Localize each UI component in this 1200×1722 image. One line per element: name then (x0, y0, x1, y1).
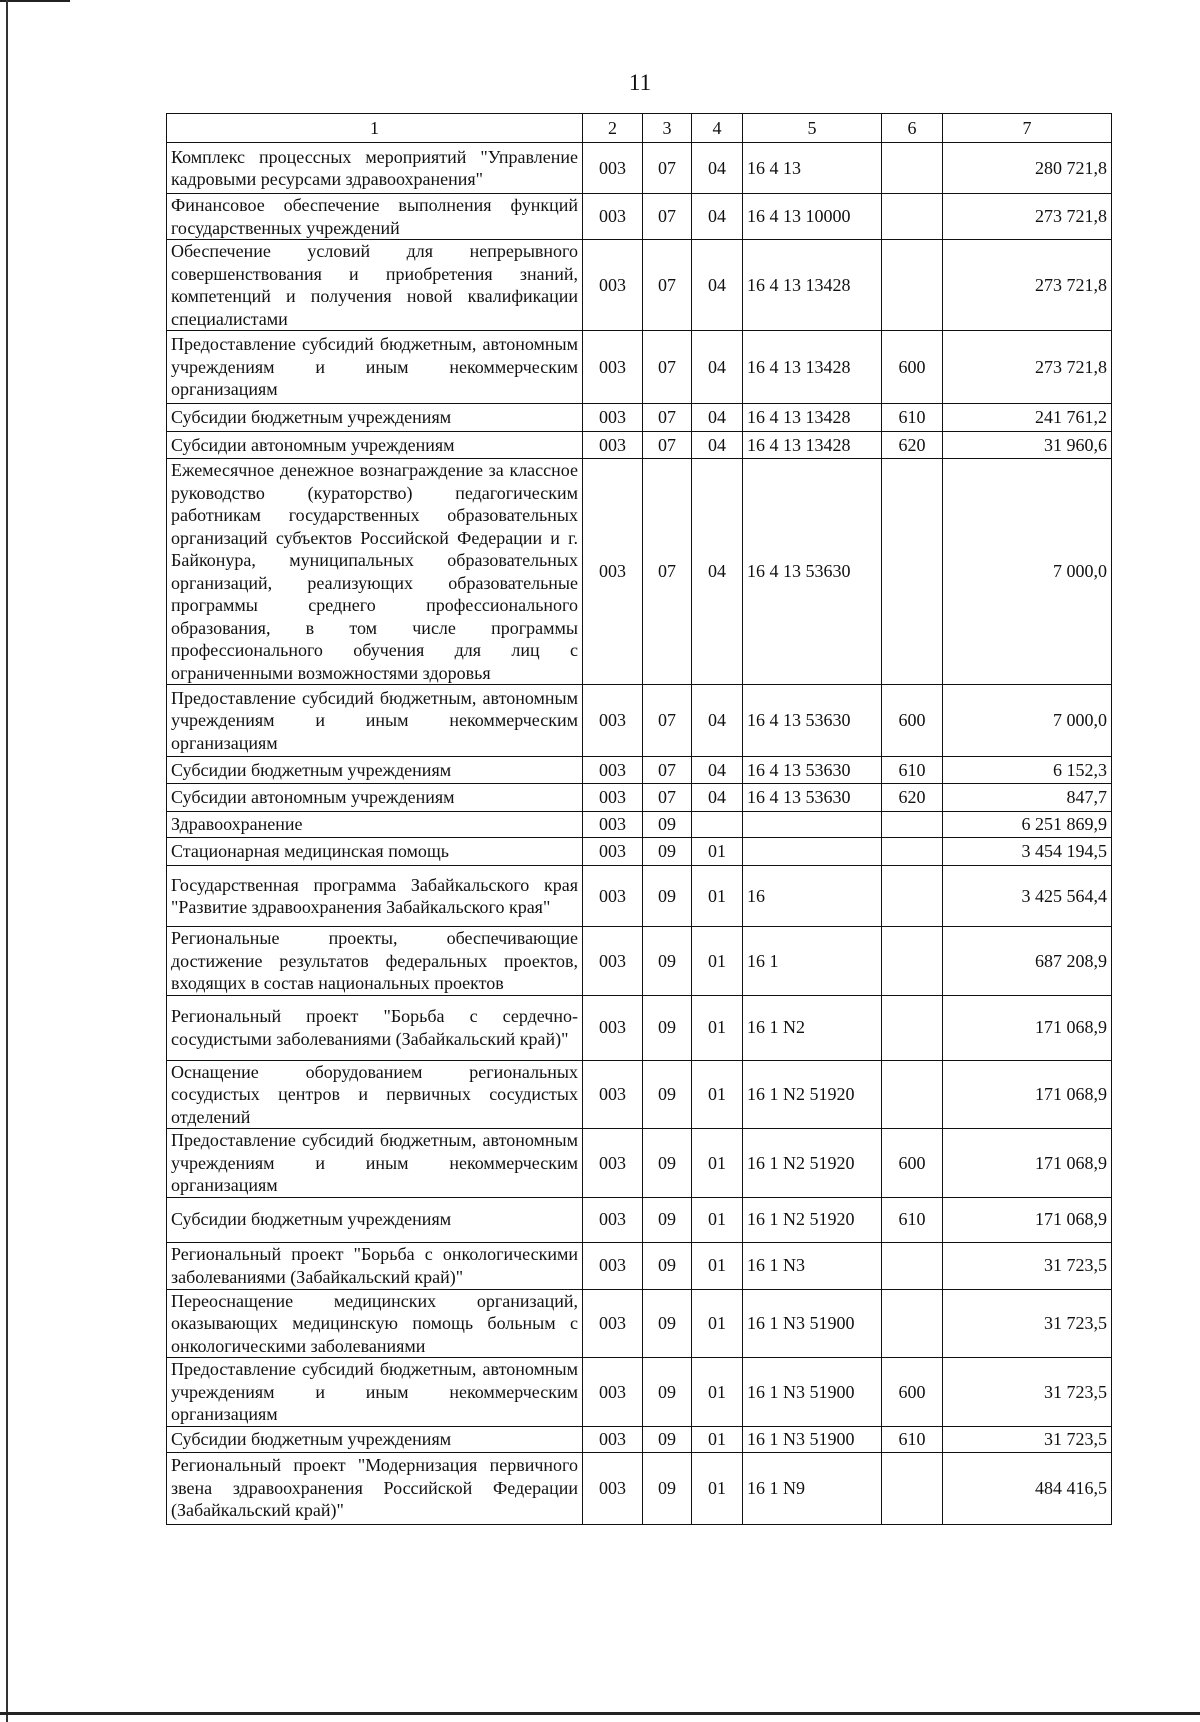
row-subsection-code: 04 (692, 685, 743, 757)
row-expense-type-code: 620 (882, 432, 943, 459)
row-ministry-code: 003 (583, 331, 643, 404)
row-target-item-code: 16 4 13 13428 (743, 331, 882, 404)
row-target-item-code: 16 1 N3 51900 (743, 1358, 882, 1427)
row-target-item-code: 16 1 N2 (743, 995, 882, 1060)
row-amount: 241 761,2 (943, 404, 1112, 432)
table-row (167, 240, 1112, 331)
row-subsection-code: 01 (692, 838, 743, 866)
row-section-code: 07 (643, 194, 692, 240)
row-name: Субсидии бюджетным учреждениям (167, 1426, 583, 1452)
table-row (167, 757, 1112, 784)
row-amount: 3 454 194,5 (943, 838, 1112, 866)
row-ministry-code: 003 (583, 459, 643, 685)
row-target-item-code: 16 4 13 53630 (743, 459, 882, 685)
col-header-subsection: 4 (692, 114, 743, 143)
col-header-target-item: 5 (743, 114, 882, 143)
row-section-code: 09 (643, 1197, 692, 1242)
row-amount: 3 425 564,4 (943, 866, 1112, 927)
col-header-expense-type: 6 (882, 114, 943, 143)
row-expense-type-code: 600 (882, 331, 943, 404)
row-subsection-code: 04 (692, 143, 743, 194)
row-amount: 31 723,5 (943, 1426, 1112, 1452)
row-section-code: 07 (643, 757, 692, 784)
row-expense-type-code: 620 (882, 784, 943, 812)
row-expense-type-code (882, 240, 943, 331)
table-row (167, 1289, 1112, 1358)
row-ministry-code: 003 (583, 1426, 643, 1452)
row-amount: 847,7 (943, 784, 1112, 812)
row-name: Субсидии автономным учреждениям (167, 432, 583, 459)
row-section-code: 09 (643, 1129, 692, 1198)
row-section-code: 09 (643, 1060, 692, 1129)
row-name: Предоставление субсидий бюджетным, автономным учреждениям и иным некоммерческим организациям (167, 1129, 583, 1198)
row-subsection-code: 04 (692, 194, 743, 240)
row-subsection-code: 04 (692, 432, 743, 459)
row-amount: 171 068,9 (943, 1060, 1112, 1129)
row-name: Ежемесячное денежное вознаграждение за классное руководство (кураторство) педагогическим работникам государственных образовательных организаций субъектов Российской Федерации и г. Байконура, муниципальных образовательных организаций, реализующих образовательные программы среднего профессионального образования, в том числе программы профессионального обучения для лиц с ограниченными возможностями здоровья (167, 459, 583, 685)
row-target-item-code: 16 1 N9 (743, 1452, 882, 1524)
row-section-code: 07 (643, 331, 692, 404)
row-subsection-code: 04 (692, 331, 743, 404)
row-ministry-code: 003 (583, 1289, 643, 1358)
row-subsection-code: 01 (692, 1289, 743, 1358)
row-name: Субсидии бюджетным учреждениям (167, 1197, 583, 1242)
row-subsection-code: 04 (692, 459, 743, 685)
row-section-code: 09 (643, 1242, 692, 1289)
row-expense-type-code (882, 1242, 943, 1289)
row-ministry-code: 003 (583, 1242, 643, 1289)
row-ministry-code: 003 (583, 866, 643, 927)
row-expense-type-code: 600 (882, 1129, 943, 1198)
row-subsection-code: 04 (692, 784, 743, 812)
row-expense-type-code (882, 1289, 943, 1358)
row-target-item-code: 16 1 N3 (743, 1242, 882, 1289)
row-expense-type-code (882, 194, 943, 240)
row-amount: 273 721,8 (943, 240, 1112, 331)
row-expense-type-code: 610 (882, 1197, 943, 1242)
row-ministry-code: 003 (583, 927, 643, 996)
row-ministry-code: 003 (583, 240, 643, 331)
row-target-item-code: 16 4 13 13428 (743, 404, 882, 432)
row-name: Предоставление субсидий бюджетным, автономным учреждениям и иным некоммерческим организациям (167, 331, 583, 404)
col-header-name: 1 (167, 114, 583, 143)
row-section-code: 09 (643, 995, 692, 1060)
row-amount: 171 068,9 (943, 1197, 1112, 1242)
row-ministry-code: 003 (583, 1452, 643, 1524)
row-section-code: 07 (643, 143, 692, 194)
row-subsection-code: 01 (692, 1197, 743, 1242)
row-subsection-code: 01 (692, 1129, 743, 1198)
row-ministry-code: 003 (583, 143, 643, 194)
row-subsection-code: 01 (692, 927, 743, 996)
table-row (167, 404, 1112, 432)
row-target-item-code: 16 4 13 13428 (743, 240, 882, 331)
row-ministry-code: 003 (583, 1197, 643, 1242)
row-name: Субсидии автономным учреждениям (167, 784, 583, 812)
table-row (167, 1197, 1112, 1242)
row-name: Региональный проект "Модернизация первичного звена здравоохранения Российской Федерации (Забайкальский край)" (167, 1452, 583, 1524)
row-name: Оснащение оборудованием региональных сосудистых центров и первичных сосудистых отделений (167, 1060, 583, 1129)
row-ministry-code: 003 (583, 685, 643, 757)
row-section-code: 07 (643, 685, 692, 757)
row-subsection-code: 01 (692, 1426, 743, 1452)
row-expense-type-code: 610 (882, 404, 943, 432)
row-target-item-code: 16 1 N2 51920 (743, 1129, 882, 1198)
row-subsection-code: 01 (692, 1060, 743, 1129)
row-amount: 31 723,5 (943, 1242, 1112, 1289)
row-expense-type-code: 610 (882, 757, 943, 784)
row-ministry-code: 003 (583, 1358, 643, 1427)
row-expense-type-code (882, 995, 943, 1060)
row-ministry-code: 003 (583, 1129, 643, 1198)
row-name: Предоставление субсидий бюджетным, автономным учреждениям и иным некоммерческим организациям (167, 685, 583, 757)
row-expense-type-code (882, 927, 943, 996)
row-amount: 687 208,9 (943, 927, 1112, 996)
scan-edge-left (6, 0, 8, 1722)
row-target-item-code: 16 4 13 53630 (743, 757, 882, 784)
table-row (167, 838, 1112, 866)
table-row (167, 866, 1112, 927)
scan-edge-top (0, 0, 70, 2)
row-target-item-code (743, 838, 882, 866)
row-target-item-code: 16 4 13 53630 (743, 784, 882, 812)
row-section-code: 09 (643, 1452, 692, 1524)
row-name: Предоставление субсидий бюджетным, автономным учреждениям и иным некоммерческим организациям (167, 1358, 583, 1427)
row-ministry-code: 003 (583, 1060, 643, 1129)
row-expense-type-code: 600 (882, 685, 943, 757)
row-target-item-code: 16 1 N2 51920 (743, 1060, 882, 1129)
row-target-item-code: 16 4 13 (743, 143, 882, 194)
row-ministry-code: 003 (583, 404, 643, 432)
row-ministry-code: 003 (583, 784, 643, 812)
row-expense-type-code (882, 812, 943, 838)
row-section-code: 07 (643, 459, 692, 685)
row-target-item-code: 16 1 N3 51900 (743, 1426, 882, 1452)
row-name: Государственная программа Забайкальского края "Развитие здравоохранения Забайкальского края" (167, 866, 583, 927)
row-subsection-code: 04 (692, 404, 743, 432)
row-expense-type-code (882, 1060, 943, 1129)
row-expense-type-code (882, 866, 943, 927)
row-section-code: 09 (643, 927, 692, 996)
row-section-code: 09 (643, 1426, 692, 1452)
table-row (167, 1129, 1112, 1198)
table-row (167, 1426, 1112, 1452)
row-subsection-code: 01 (692, 995, 743, 1060)
row-amount: 31 723,5 (943, 1289, 1112, 1358)
row-amount: 273 721,8 (943, 331, 1112, 404)
row-amount: 280 721,8 (943, 143, 1112, 194)
page-number: 11 (628, 70, 652, 95)
table-row (167, 432, 1112, 459)
row-amount: 7 000,0 (943, 459, 1112, 685)
row-amount: 31 960,6 (943, 432, 1112, 459)
row-name: Субсидии бюджетным учреждениям (167, 404, 583, 432)
table-row (167, 331, 1112, 404)
row-ministry-code: 003 (583, 432, 643, 459)
table-row (167, 1452, 1112, 1524)
row-subsection-code: 04 (692, 240, 743, 331)
table-row (167, 143, 1112, 194)
row-target-item-code: 16 1 N2 51920 (743, 1197, 882, 1242)
row-target-item-code: 16 1 (743, 927, 882, 996)
row-name: Региональный проект "Борьба с сердечно-сосудистыми заболеваниями (Забайкальский край)" (167, 995, 583, 1060)
row-amount: 484 416,5 (943, 1452, 1112, 1524)
budget-table (166, 113, 1112, 1525)
row-subsection-code: 01 (692, 1242, 743, 1289)
table-row (167, 812, 1112, 838)
row-expense-type-code (882, 1452, 943, 1524)
row-amount: 171 068,9 (943, 995, 1112, 1060)
row-expense-type-code: 600 (882, 1358, 943, 1427)
row-ministry-code: 003 (583, 812, 643, 838)
row-subsection-code: 01 (692, 866, 743, 927)
row-name: Региональный проект "Борьба с онкологическими заболеваниями (Забайкальский край)" (167, 1242, 583, 1289)
row-expense-type-code (882, 459, 943, 685)
row-amount: 273 721,8 (943, 194, 1112, 240)
row-ministry-code: 003 (583, 995, 643, 1060)
row-name: Финансовое обеспечение выполнения функций государственных учреждений (167, 194, 583, 240)
row-name: Обеспечение условий для непрерывного совершенствования и приобретения знаний, компетенций и получения новой квалификации специалистами (167, 240, 583, 331)
row-section-code: 09 (643, 866, 692, 927)
row-section-code: 07 (643, 404, 692, 432)
row-name: Здравоохранение (167, 812, 583, 838)
row-target-item-code: 16 1 N3 51900 (743, 1289, 882, 1358)
table-row (167, 1242, 1112, 1289)
row-section-code: 07 (643, 240, 692, 331)
row-amount: 6 251 869,9 (943, 812, 1112, 838)
col-header-section: 3 (643, 114, 692, 143)
row-ministry-code: 003 (583, 757, 643, 784)
table-row (167, 1060, 1112, 1129)
row-subsection-code (692, 812, 743, 838)
row-subsection-code: 01 (692, 1358, 743, 1427)
row-amount: 31 723,5 (943, 1358, 1112, 1427)
row-ministry-code: 003 (583, 194, 643, 240)
row-target-item-code: 16 4 13 13428 (743, 432, 882, 459)
row-section-code: 09 (643, 812, 692, 838)
table-row (167, 995, 1112, 1060)
row-name: Стационарная медицинская помощь (167, 838, 583, 866)
table-body (167, 143, 1112, 1525)
row-amount: 6 152,3 (943, 757, 1112, 784)
row-section-code: 09 (643, 1358, 692, 1427)
col-header-ministry: 2 (583, 114, 643, 143)
row-target-item-code: 16 4 13 53630 (743, 685, 882, 757)
row-name: Региональные проекты, обеспечивающие достижение результатов федеральных проектов, входящих в состав национальных проектов (167, 927, 583, 996)
row-target-item-code: 16 4 13 10000 (743, 194, 882, 240)
row-expense-type-code (882, 838, 943, 866)
table-row (167, 194, 1112, 240)
row-target-item-code (743, 812, 882, 838)
row-subsection-code: 04 (692, 757, 743, 784)
row-section-code: 07 (643, 784, 692, 812)
row-amount: 7 000,0 (943, 685, 1112, 757)
row-subsection-code: 01 (692, 1452, 743, 1524)
table-row (167, 685, 1112, 757)
table-row (167, 784, 1112, 812)
row-amount: 171 068,9 (943, 1129, 1112, 1198)
col-header-amount: 7 (943, 114, 1112, 143)
row-target-item-code: 16 (743, 866, 882, 927)
row-name: Комплекс процессных мероприятий "Управление кадровыми ресурсами здравоохранения" (167, 143, 583, 194)
table-row (167, 459, 1112, 685)
row-expense-type-code: 610 (882, 1426, 943, 1452)
row-ministry-code: 003 (583, 838, 643, 866)
row-section-code: 07 (643, 432, 692, 459)
scan-edge-bottom (0, 1712, 1200, 1715)
header-row (167, 114, 1112, 143)
row-section-code: 09 (643, 838, 692, 866)
row-section-code: 09 (643, 1289, 692, 1358)
row-name: Переоснащение медицинских организаций, оказывающих медицинскую помощь больным с онкологическими заболеваниями (167, 1289, 583, 1358)
table-row (167, 927, 1112, 996)
row-name: Субсидии бюджетным учреждениям (167, 757, 583, 784)
row-expense-type-code (882, 143, 943, 194)
table-row (167, 1358, 1112, 1427)
